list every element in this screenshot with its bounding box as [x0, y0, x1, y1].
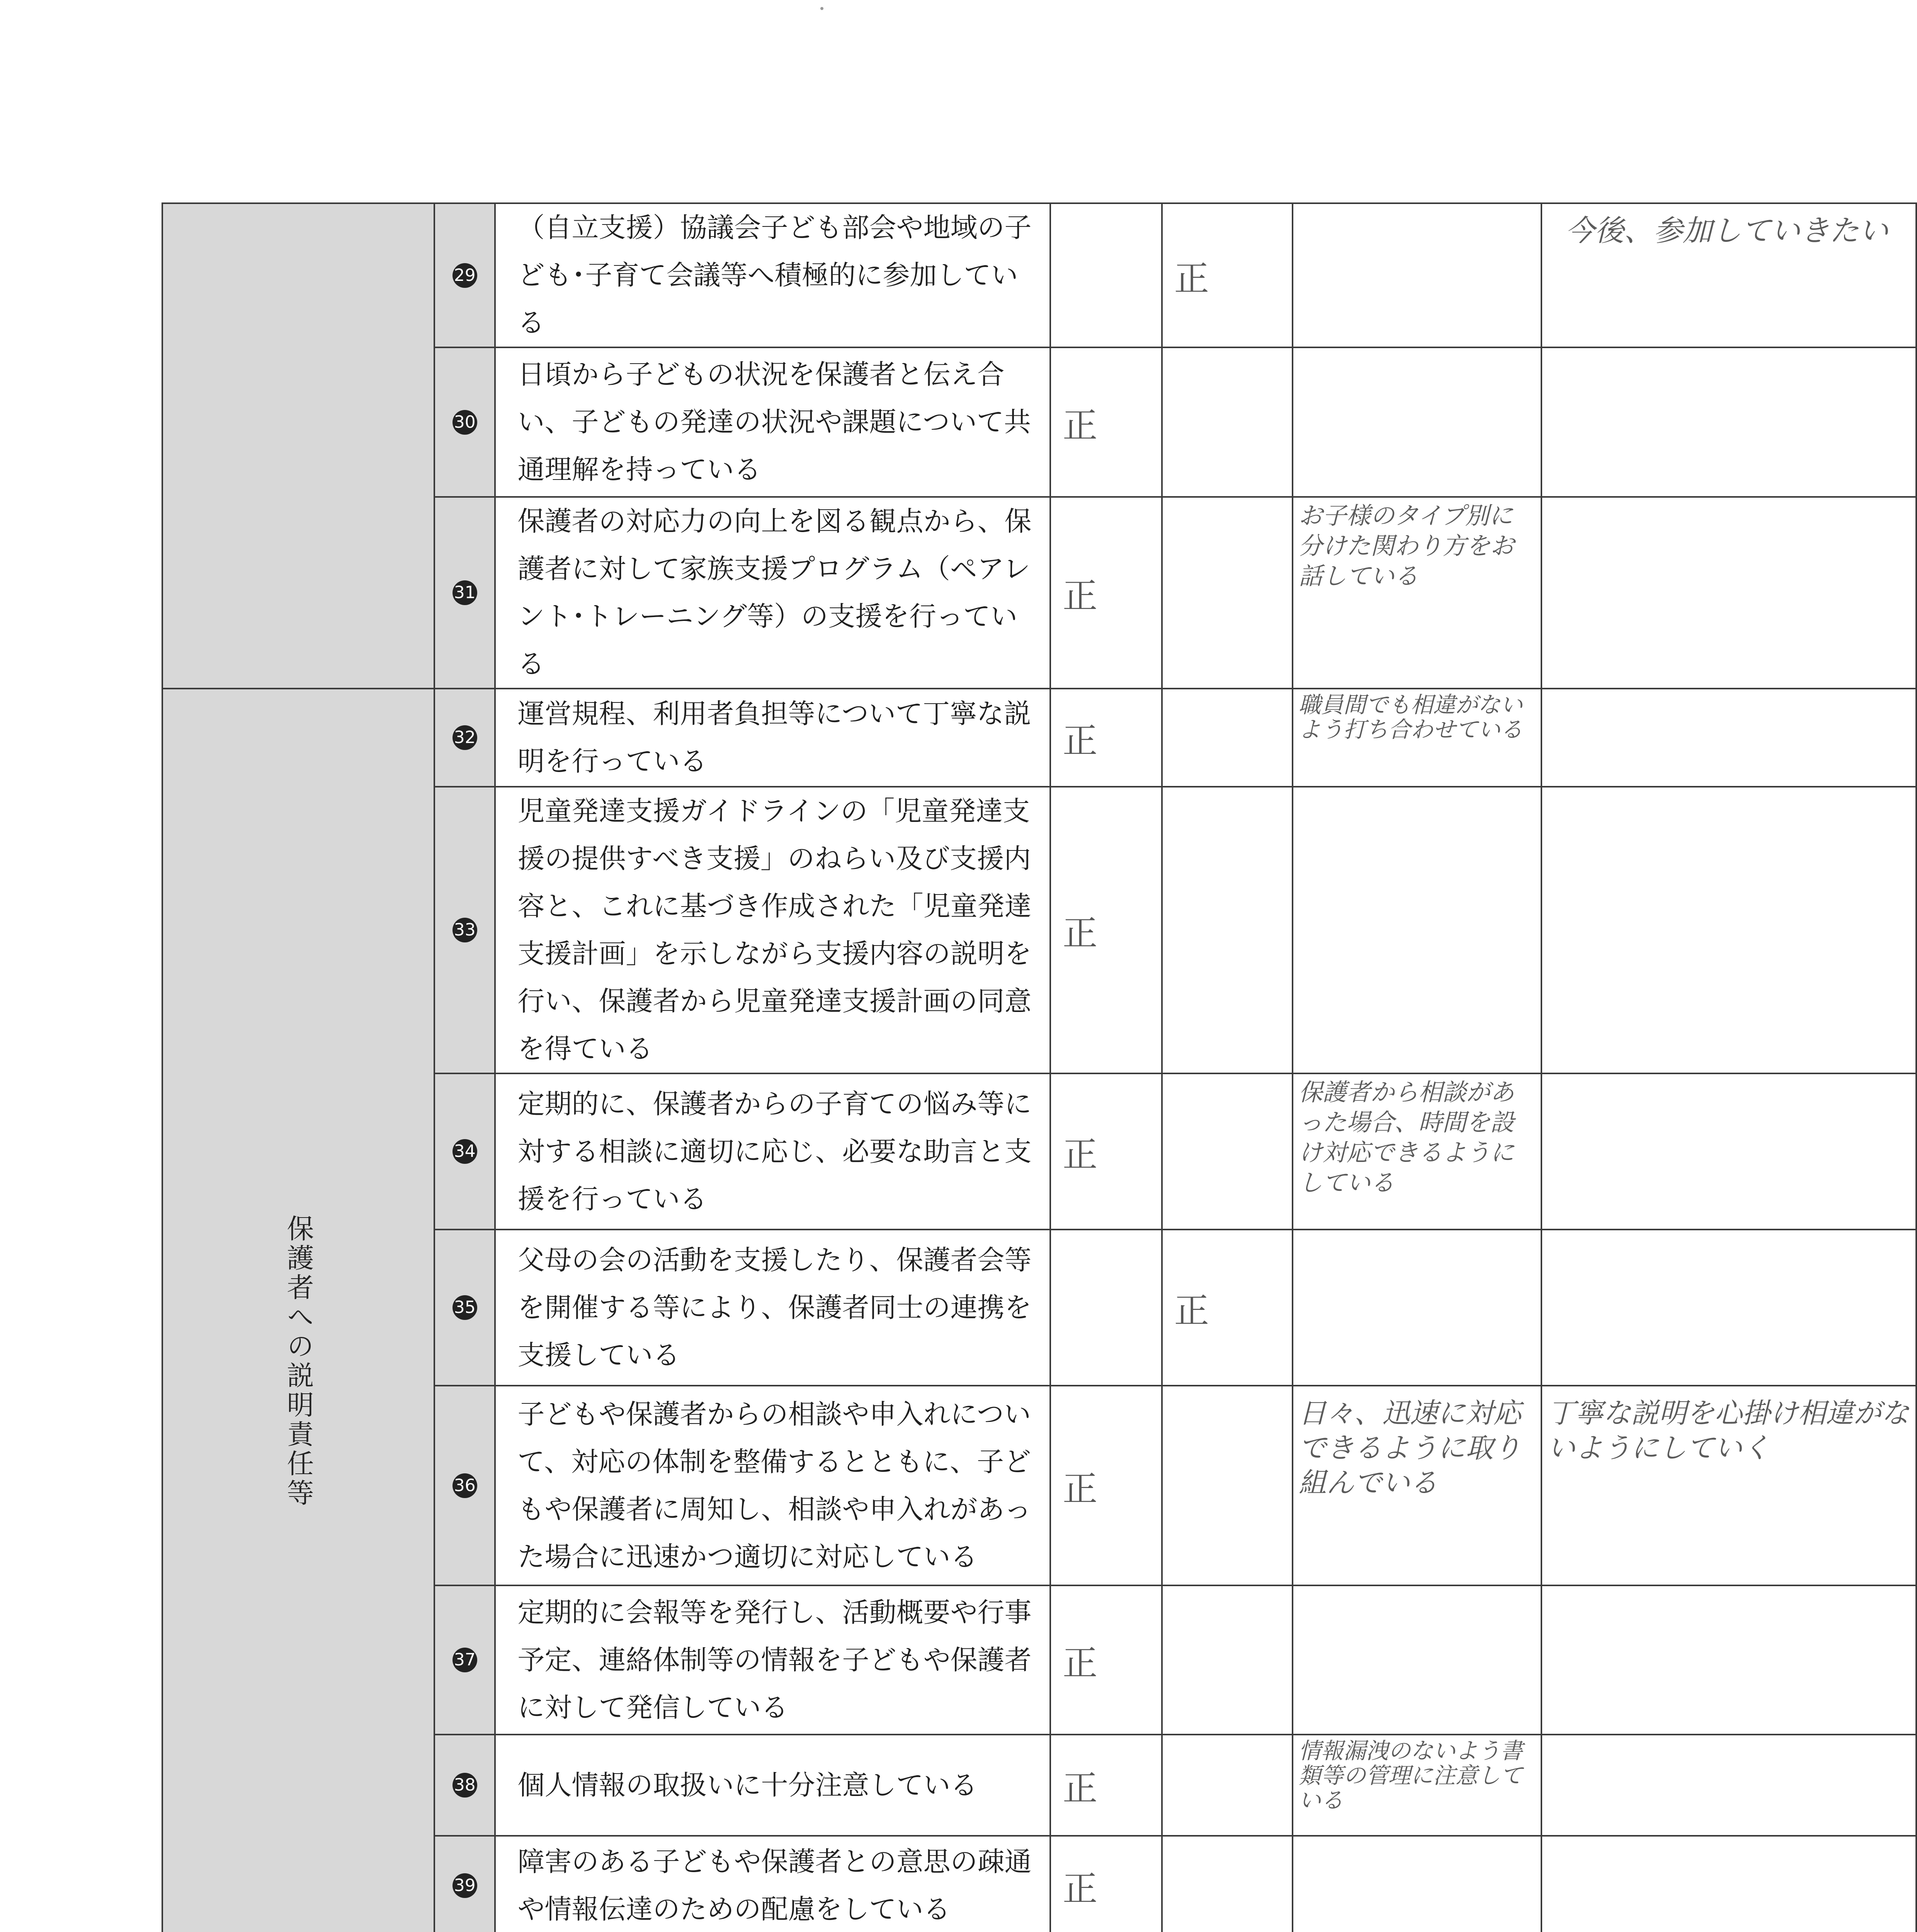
item-number-cell [434, 1735, 495, 1836]
handwritten-note-d [1541, 1073, 1916, 1230]
scan-speck [820, 7, 823, 10]
item-number-cell [434, 497, 495, 689]
item-number-badge: 35 [452, 1295, 477, 1320]
item-number-badge: 37 [452, 1648, 477, 1672]
tally-column-b [1162, 1386, 1293, 1585]
tally-column-a [1050, 203, 1162, 347]
tally-column-b [1162, 497, 1293, 689]
tally-column-a: 正 [1050, 787, 1162, 1073]
item-number-cell [434, 1386, 495, 1585]
handwritten-note-d [1541, 347, 1916, 497]
handwritten-note-c [1293, 1836, 1541, 1932]
item-number-badge: 38 [452, 1773, 477, 1798]
item-text: 障害のある子どもや保護者との意思の疎通や情報伝達のための配慮をしている [495, 1836, 1050, 1932]
tally-column-b: 正 [1162, 203, 1293, 347]
item-number-badge: 31 [452, 580, 477, 605]
handwritten-note-c [1293, 347, 1541, 497]
item-text: 子どもや保護者からの相談や申入れについて、対応の体制を整備するとともに、子どもや保護者に周知し、相談や申入れがあった場合に迅速かつ適切に対応している [495, 1386, 1050, 1585]
item-number-cell [434, 689, 495, 787]
tally-column-a [1050, 1230, 1162, 1386]
category-cell-accountability [162, 689, 434, 1932]
tally-column-b [1162, 347, 1293, 497]
handwritten-note-d [1541, 497, 1916, 689]
handwritten-note-c [1293, 1230, 1541, 1386]
item-text: 保護者の対応力の向上を図る観点から、保護者に対して家族支援プログラム（ペアレント･トレーニング等）の支援を行っている [495, 497, 1050, 689]
tally-column-a: 正 [1050, 1386, 1162, 1585]
tally-column-b [1162, 1735, 1293, 1836]
tally-column-a: 正 [1050, 497, 1162, 689]
tally-column-a: 正 [1050, 689, 1162, 787]
handwritten-note-c: 情報漏洩のないよう書類等の管理に注意している [1293, 1735, 1541, 1836]
item-number-cell [434, 1073, 495, 1230]
tally-column-a: 正 [1050, 347, 1162, 497]
item-number-cell [434, 203, 495, 347]
handwritten-note-d: 今後、参加していきたい [1541, 203, 1916, 347]
handwritten-note-c [1293, 203, 1541, 347]
evaluation-table [162, 202, 1917, 1932]
handwritten-note-c: 職員間でも相違がないよう打ち合わせている [1293, 689, 1541, 787]
table-row [162, 689, 1916, 787]
tally-column-b [1162, 689, 1293, 787]
item-number-badge: 34 [452, 1139, 477, 1164]
item-text: （自立支援）協議会子ども部会や地域の子ども･子育て会議等へ積極的に参加している [495, 203, 1050, 347]
handwritten-note-c [1293, 787, 1541, 1073]
tally-column-b [1162, 1836, 1293, 1932]
item-text: 定期的に、保護者からの子育ての悩み等に対する相談に適切に応じ、必要な助言と支援を行っている [495, 1073, 1050, 1230]
handwritten-note-c: 保護者から相談があった場合、時間を設け対応できるようにしている [1293, 1073, 1541, 1230]
tally-column-a: 正 [1050, 1735, 1162, 1836]
handwritten-note-d [1541, 1230, 1916, 1386]
tally-column-b: 正 [1162, 1230, 1293, 1386]
item-number-cell [434, 1836, 495, 1932]
item-text: 父母の会の活動を支援したり、保護者会等を開催する等により、保護者同士の連携を支援している [495, 1230, 1050, 1386]
tally-column-a: 正 [1050, 1585, 1162, 1735]
handwritten-note-d [1541, 787, 1916, 1073]
tally-column-b [1162, 787, 1293, 1073]
item-number-badge: 29 [452, 263, 477, 288]
handwritten-note-c [1293, 1585, 1541, 1735]
tally-column-b [1162, 1585, 1293, 1735]
category-cell-blank [162, 203, 434, 689]
tally-column-a: 正 [1050, 1073, 1162, 1230]
item-number-badge: 33 [452, 918, 477, 942]
item-text: 運営規程、利用者負担等について丁寧な説明を行っている [495, 689, 1050, 787]
handwritten-note-c: お子様のタイプ別に分けた関わり方をお話している [1293, 497, 1541, 689]
item-number-cell [434, 1585, 495, 1735]
item-number-badge: 36 [452, 1473, 477, 1498]
item-text: 日頃から子どもの状況を保護者と伝え合い、子どもの発達の状況や課題について共通理解を持っている [495, 347, 1050, 497]
item-number-badge: 39 [452, 1873, 477, 1898]
table-row [162, 203, 1916, 347]
tally-column-a: 正 [1050, 1836, 1162, 1932]
item-number-cell [434, 787, 495, 1073]
item-text: 児童発達支援ガイドラインの「児童発達支援の提供すべき支援」のねらい及び支援内容と、これに基づき作成された「児童発達支援計画」を示しながら支援内容の説明を行い、保護者から児童発達支援計画の同意を得ている [495, 787, 1050, 1073]
item-text: 個人情報の取扱いに十分注意している [495, 1735, 1050, 1836]
handwritten-note-d [1541, 689, 1916, 787]
handwritten-note-d [1541, 1735, 1916, 1836]
item-number-cell [434, 347, 495, 497]
item-number-badge: 30 [452, 410, 477, 435]
handwritten-note-d [1541, 1585, 1916, 1735]
handwritten-note-c: 日々、迅速に対応できるように取り組んでいる [1293, 1386, 1541, 1585]
tally-column-b [1162, 1073, 1293, 1230]
handwritten-note-d [1541, 1836, 1916, 1932]
item-text: 定期的に会報等を発行し、活動概要や行事予定、連絡体制等の情報を子どもや保護者に対して発信している [495, 1585, 1050, 1735]
item-number-cell [434, 1230, 495, 1386]
handwritten-note-d: 丁寧な説明を心掛け相違がないようにしていく [1541, 1386, 1916, 1585]
category-label: 保護者への説明責任等 [282, 1214, 314, 1508]
item-number-badge: 32 [452, 725, 477, 750]
